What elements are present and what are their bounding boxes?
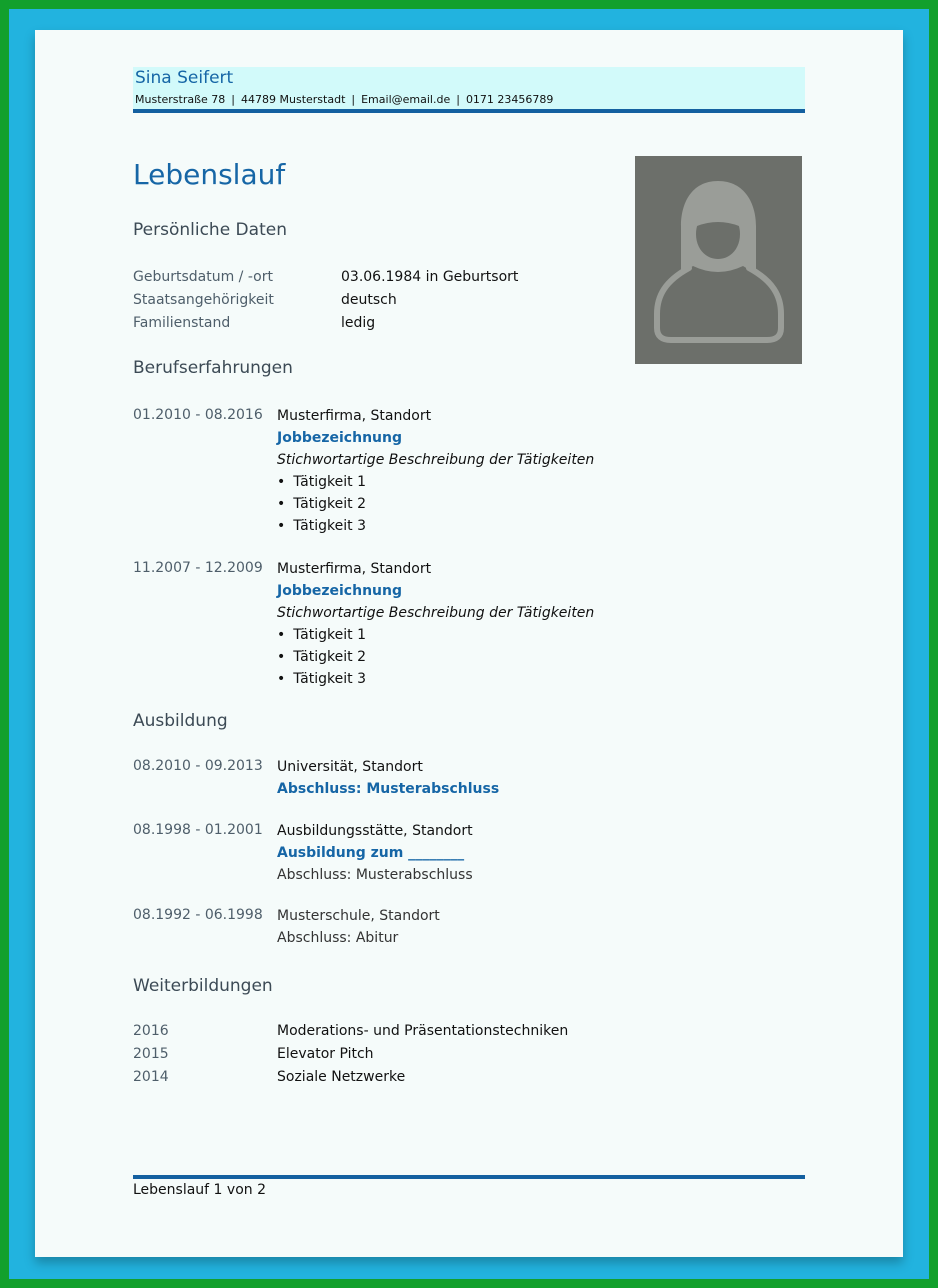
job-description: Stichwortartige Beschreibung der Tätigkeiten: [277, 605, 595, 621]
contact-line: [135, 93, 553, 106]
separator: |: [456, 93, 460, 106]
entry-dates: 08.1992 - 06.1998: [133, 907, 263, 923]
task-item: • Tätigkeit 3: [277, 670, 707, 692]
company: Musterfirma, Standort: [277, 408, 432, 424]
training-year: 2014: [133, 1069, 169, 1085]
section-personal-heading: Persönliche Daten: [133, 220, 287, 240]
entry-dates: 08.2010 - 09.2013: [133, 758, 263, 774]
degree: Ausbildung zum ________: [277, 845, 465, 861]
training-title: Soziale Netzwerke: [277, 1069, 406, 1085]
email: Email@email.de: [361, 93, 451, 106]
section-experience-heading: Berufserfahrungen: [133, 358, 293, 378]
task-item: • Tätigkeit 2: [277, 648, 707, 670]
personal-label: Familienstand: [133, 315, 231, 331]
institution: Musterschule, Standort: [277, 908, 440, 924]
degree-note: Abschluss: Abitur: [277, 930, 399, 946]
footer-rule: [133, 1175, 805, 1179]
cv-page: [35, 30, 903, 1257]
training-year: 2016: [133, 1023, 169, 1039]
document-title: Lebenslauf: [133, 158, 286, 191]
entry-body: [277, 907, 707, 951]
entry-body: [277, 407, 707, 539]
phone: 0171 23456789: [465, 93, 554, 106]
job-description: Stichwortartige Beschreibung der Tätigkeiten: [277, 452, 595, 468]
section-training-heading: Weiterbildungen: [133, 976, 273, 996]
personal-value: ledig: [341, 315, 376, 331]
task-item: • Tätigkeit 3: [277, 517, 707, 539]
entry-dates: 11.2007 - 12.2009: [133, 560, 263, 576]
entry-dates: 01.2010 - 08.2016: [133, 407, 263, 423]
task-item: • Tätigkeit 1: [277, 626, 707, 648]
institution: Ausbildungsstätte, Standort: [277, 823, 473, 839]
entry-dates: 08.1998 - 01.2001: [133, 822, 263, 838]
section-education-heading: Ausbildung: [133, 711, 228, 731]
header-rule: [133, 109, 805, 113]
personal-label: Staatsangehörigkeit: [133, 292, 274, 308]
job-title: Jobbezeichnung: [277, 583, 402, 599]
personal-label: Geburtsdatum / -ort: [133, 269, 273, 285]
degree-note: Abschluss: Musterabschluss: [277, 867, 473, 883]
entry-body: [277, 822, 707, 888]
entry-body: [277, 758, 707, 802]
degree: Abschluss: Musterabschluss: [277, 781, 500, 797]
institution: Universität, Standort: [277, 759, 423, 775]
job-title: Jobbezeichnung: [277, 430, 402, 446]
applicant-name: Sina Seifert: [135, 68, 234, 88]
separator: |: [351, 93, 356, 106]
company: Musterfirma, Standort: [277, 561, 432, 577]
personal-value: deutsch: [341, 292, 397, 308]
task-item: • Tätigkeit 2: [277, 495, 707, 517]
training-year: 2015: [133, 1046, 169, 1062]
training-title: Elevator Pitch: [277, 1046, 374, 1062]
personal-value: 03.06.1984 in Geburtsort: [341, 269, 519, 285]
street: Musterstraße 78: [135, 93, 226, 106]
city: 44789 Musterstadt: [241, 93, 346, 106]
page-number: Lebenslauf 1 von 2: [133, 1182, 266, 1198]
separator: |: [231, 93, 236, 106]
task-item: • Tätigkeit 1: [277, 473, 707, 495]
person-placeholder-icon: [635, 156, 802, 364]
training-title: Moderations- und Präsentationstechniken: [277, 1023, 569, 1039]
profile-photo: [635, 156, 802, 364]
entry-body: [277, 560, 707, 692]
